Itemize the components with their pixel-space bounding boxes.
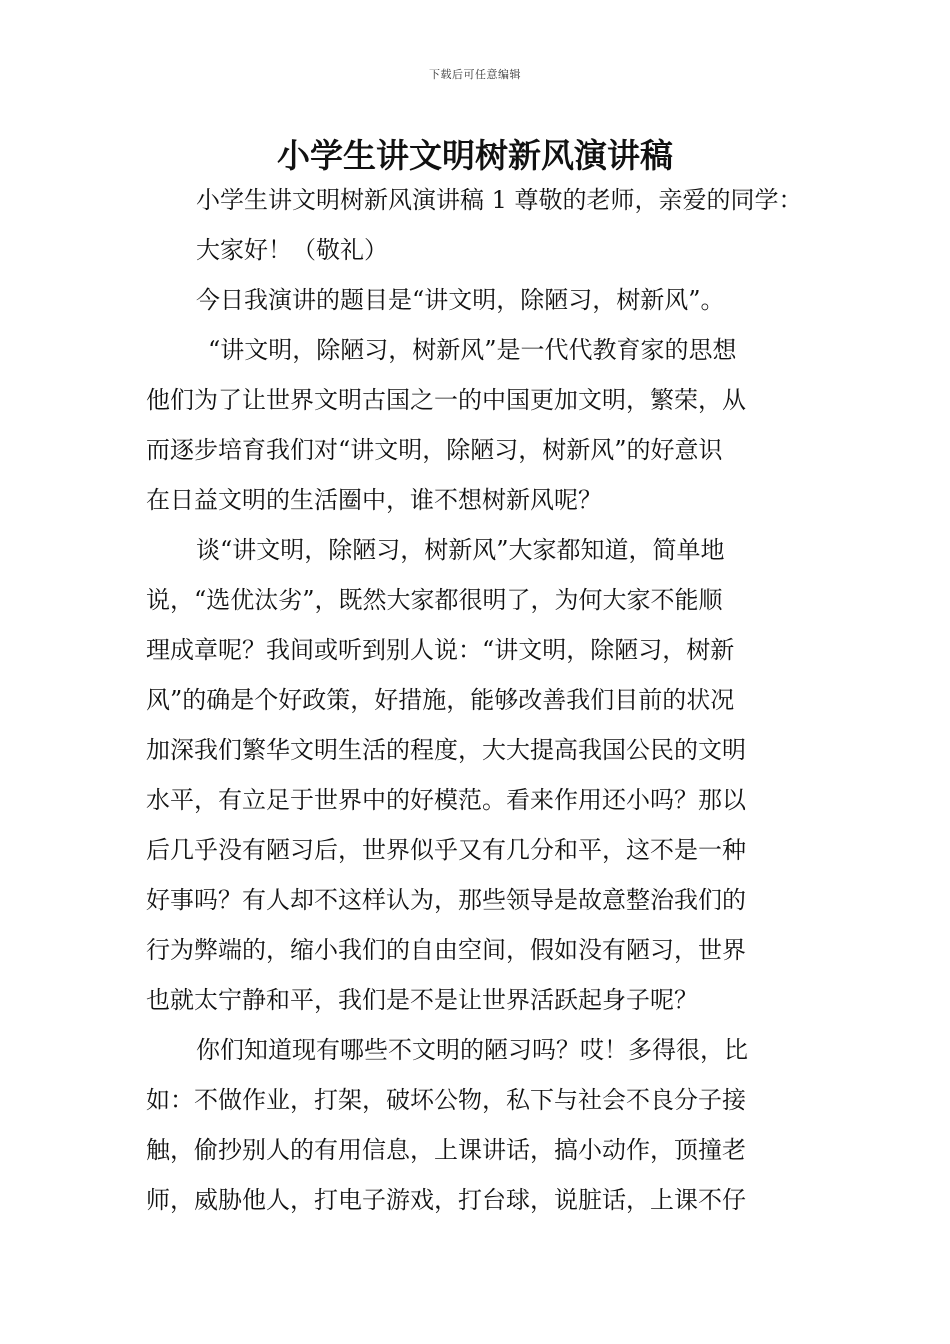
paragraph-line: 说，“选优汰劣”，既然大家都很明了，为何大家不能顺	[146, 586, 723, 614]
paragraph-line: 触，偷抄别人的有用信息，上课讲话，搞小动作，顶撞老	[146, 1136, 746, 1164]
paragraph-line: 在日益文明的生活圈中，谁不想树新风呢？	[146, 486, 602, 514]
paragraph-line: “讲文明，除陋习，树新风”是一代代教育家的思想	[208, 336, 737, 364]
page-title: 小学生讲文明树新风演讲稿	[277, 136, 673, 175]
paragraph-line: 如：不做作业，打架，破坏公物，私下与社会不良分子接	[146, 1086, 746, 1114]
paragraph-line: 大家好！（敬礼）	[196, 236, 388, 264]
paragraph-line: 谈“讲文明，除陋习，树新风”大家都知道，简单地	[196, 536, 725, 564]
paragraph-line: 今日我演讲的题目是“讲文明，除陋习，树新风”。	[196, 286, 725, 314]
paragraph-line: 行为弊端的，缩小我们的自由空间，假如没有陋习，世界	[146, 936, 746, 964]
paragraph-line: 好事吗？有人却不这样认为，那些领导是故意整治我们的	[146, 886, 746, 914]
paragraph-line: 也就太宁静和平，我们是不是让世界活跃起身子呢？	[146, 986, 698, 1014]
paragraph-line: 小学生讲文明树新风演讲稿 1 尊敬的老师，亲爱的同学：	[196, 186, 803, 214]
paragraph-line: 风”的确是个好政策，好措施，能够改善我们目前的状况	[146, 686, 735, 714]
paragraph-line: 理成章呢？我间或听到别人说：“讲文明，除陋习，树新	[146, 636, 735, 664]
paragraph-line: 后几乎没有陋习后，世界似乎又有几分和平，这不是一种	[146, 836, 746, 864]
header-note: 下载后可任意编辑	[429, 68, 521, 81]
paragraph-line: 而逐步培育我们对“讲文明，除陋习，树新风”的好意识	[146, 436, 723, 464]
paragraph-line: 你们知道现有哪些不文明的陋习吗？哎！多得很，比	[196, 1036, 748, 1064]
paragraph-line: 水平，有立足于世界中的好模范。看来作用还小吗？那以	[146, 786, 746, 814]
paragraph-line: 师，威胁他人，打电子游戏，打台球，说脏话，上课不仔	[146, 1186, 746, 1214]
paragraph-line: 他们为了让世界文明古国之一的中国更加文明，繁荣，从	[146, 386, 746, 414]
paragraph-line: 加深我们繁华文明生活的程度，大大提高我国公民的文明	[146, 736, 746, 764]
